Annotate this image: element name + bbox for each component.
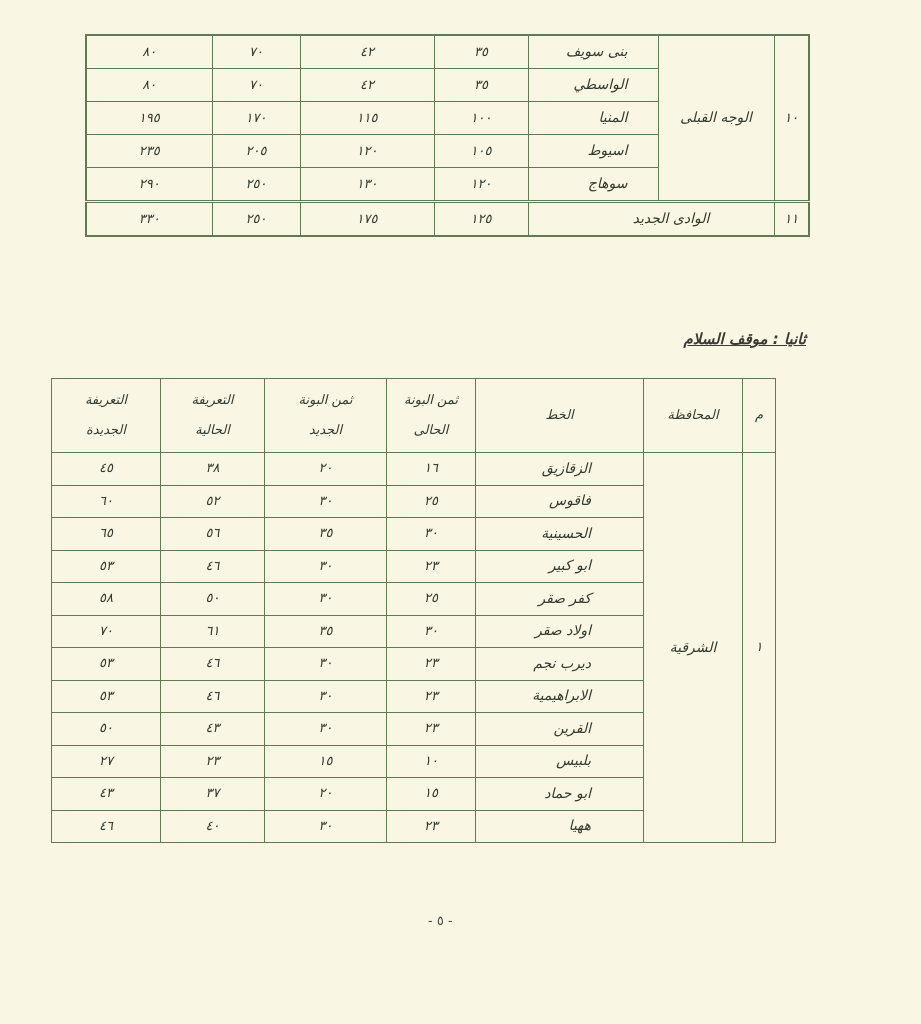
- line-cell: سوهاج: [528, 168, 658, 202]
- new-fare-cell: ٢٩٠: [86, 168, 212, 202]
- new-coupon-cell: ٤٢: [300, 35, 434, 69]
- new-fare-cell: ٨٠: [86, 35, 212, 69]
- current-coupon-cell: ٢٣: [387, 680, 476, 713]
- header-m: م: [743, 379, 776, 453]
- new-fare-cell: ٤٣: [52, 778, 161, 811]
- current-fare-cell: ٤٣: [161, 713, 265, 746]
- line-cell: المنيا: [528, 102, 658, 135]
- header-current-fare: [161, 379, 265, 453]
- new-coupon-cell: ١٥: [265, 745, 387, 778]
- governorate-cell: الشرقية: [644, 453, 743, 843]
- new-coupon-cell: ٢٠: [265, 453, 387, 486]
- new-coupon-cell: ٣٠: [265, 583, 387, 616]
- new-coupon-cell: ١٢٠: [300, 135, 434, 168]
- header-current-coupon: [387, 379, 476, 453]
- current-fare-cell: ٢٣: [161, 745, 265, 778]
- new-fare-cell: ٦٥: [52, 518, 161, 551]
- current-coupon-cell: ١٠٥: [434, 135, 528, 168]
- new-fare-cell: ٢٣٥: [86, 135, 212, 168]
- new-fare-cell: ٨٠: [86, 69, 212, 102]
- current-fare-cell: ٥٠: [161, 583, 265, 616]
- row-number: ١: [743, 453, 776, 843]
- new-fare-cell: ٥٣: [52, 550, 161, 583]
- section-heading: ثانيا : موقف السلام: [683, 330, 806, 348]
- new-coupon-cell: ١١٥: [300, 102, 434, 135]
- header-new-fare-l2: الجديدة: [85, 422, 127, 438]
- current-coupon-cell: ٣٠: [387, 518, 476, 551]
- current-coupon-cell: ٣٥: [434, 35, 528, 69]
- new-fare-cell: ٣٣٠: [86, 202, 212, 237]
- current-fare-cell: ٣٧: [161, 778, 265, 811]
- new-coupon-cell: ٢٠: [265, 778, 387, 811]
- new-fare-cell: ٧٠: [52, 615, 161, 648]
- current-coupon-cell: ١٦: [387, 453, 476, 486]
- fares-table-continued: [85, 34, 810, 237]
- line-cell: ديرب نجم: [476, 648, 644, 681]
- current-fare-cell: ٥٦: [161, 518, 265, 551]
- current-fare-cell: ٤٦: [161, 680, 265, 713]
- table-row: [52, 453, 776, 486]
- current-coupon-cell: ٢٣: [387, 810, 476, 843]
- new-fare-cell: ٥٣: [52, 648, 161, 681]
- header-new-coupon: [265, 379, 387, 453]
- line-cell: اسيوط: [528, 135, 658, 168]
- current-coupon-cell: ٣٠: [387, 615, 476, 648]
- header-new-coupon-l1: ثمن البونة: [298, 392, 353, 408]
- row-number: ١١: [774, 202, 809, 237]
- current-fare-cell: ٧٠: [212, 35, 300, 69]
- new-coupon-cell: ٣٥: [265, 615, 387, 648]
- current-fare-cell: ٧٠: [212, 69, 300, 102]
- current-coupon-cell: ١٥: [387, 778, 476, 811]
- line-cell: الواسطي: [528, 69, 658, 102]
- governorate-cell: الوادى الجديد: [528, 202, 774, 237]
- row-number: ١٠: [774, 35, 809, 202]
- line-cell: الابراهيمية: [476, 680, 644, 713]
- current-fare-cell: ٥٢: [161, 485, 265, 518]
- current-coupon-cell: ٢٣: [387, 550, 476, 583]
- header-row: [52, 379, 776, 453]
- current-coupon-cell: ٢٣: [387, 648, 476, 681]
- current-fare-cell: ٤٦: [161, 648, 265, 681]
- new-coupon-cell: ٤٢: [300, 69, 434, 102]
- new-coupon-cell: ٣٥: [265, 518, 387, 551]
- line-cell: بلبيس: [476, 745, 644, 778]
- new-fare-cell: ٤٦: [52, 810, 161, 843]
- header-governorate: المحافظة: [644, 379, 743, 453]
- current-fare-cell: ٤٠: [161, 810, 265, 843]
- header-new-coupon-l2: الجديد: [308, 422, 343, 438]
- current-fare-cell: ٢٥٠: [212, 168, 300, 202]
- new-fare-cell: ٢٧: [52, 745, 161, 778]
- current-coupon-cell: ٢٥: [387, 583, 476, 616]
- header-new-fare: [52, 379, 161, 453]
- new-fare-cell: ٦٠: [52, 485, 161, 518]
- current-coupon-cell: ١٠: [387, 745, 476, 778]
- header-current-coupon-l2: الحالى: [413, 422, 449, 438]
- line-cell: الزقازيق: [476, 453, 644, 486]
- line-cell: ابو حماد: [476, 778, 644, 811]
- governorate-cell: الوجه القبلى: [658, 35, 774, 202]
- new-coupon-cell: ٣٠: [265, 485, 387, 518]
- line-cell: بنى سويف: [528, 35, 658, 69]
- header-new-fare-l1: التعريفة: [84, 392, 128, 408]
- current-coupon-cell: ١٢٥: [434, 202, 528, 237]
- table-row: [86, 202, 809, 237]
- line-cell: ههيا: [476, 810, 644, 843]
- line-cell: كفر صقر: [476, 583, 644, 616]
- current-coupon-cell: ٢٥: [387, 485, 476, 518]
- line-cell: ابو كبير: [476, 550, 644, 583]
- current-fare-cell: ٤٦: [161, 550, 265, 583]
- current-coupon-cell: ٢٣: [387, 713, 476, 746]
- salam-station-fares-table: [51, 378, 776, 843]
- header-line: الخط: [476, 379, 644, 453]
- new-coupon-cell: ٣٠: [265, 648, 387, 681]
- new-coupon-cell: ١٧٥: [300, 202, 434, 237]
- line-cell: الحسينية: [476, 518, 644, 551]
- new-coupon-cell: ٣٠: [265, 810, 387, 843]
- current-fare-cell: ٣٨: [161, 453, 265, 486]
- current-fare-cell: ٦١: [161, 615, 265, 648]
- header-current-fare-l1: التعريفة: [191, 392, 234, 408]
- current-coupon-cell: ١٠٠: [434, 102, 528, 135]
- new-fare-cell: ٤٥: [52, 453, 161, 486]
- new-coupon-cell: ١٣٠: [300, 168, 434, 202]
- header-current-coupon-l1: ثمن البونة: [404, 392, 458, 408]
- current-fare-cell: ١٧٠: [212, 102, 300, 135]
- current-fare-cell: ٢٠٥: [212, 135, 300, 168]
- page-number: - ٥ -: [428, 914, 453, 929]
- header-current-fare-l2: الحالية: [195, 422, 230, 438]
- current-coupon-cell: ١٢٠: [434, 168, 528, 202]
- new-coupon-cell: ٣٠: [265, 680, 387, 713]
- new-fare-cell: ٥٠: [52, 713, 161, 746]
- current-fare-cell: ٢٥٠: [212, 202, 300, 237]
- new-coupon-cell: ٣٠: [265, 713, 387, 746]
- table-row: [86, 35, 809, 69]
- current-coupon-cell: ٣٥: [434, 69, 528, 102]
- new-coupon-cell: ٣٠: [265, 550, 387, 583]
- new-fare-cell: ٥٨: [52, 583, 161, 616]
- line-cell: فاقوس: [476, 485, 644, 518]
- new-fare-cell: ٥٣: [52, 680, 161, 713]
- line-cell: اولاد صقر: [476, 615, 644, 648]
- line-cell: القرين: [476, 713, 644, 746]
- new-fare-cell: ١٩٥: [86, 102, 212, 135]
